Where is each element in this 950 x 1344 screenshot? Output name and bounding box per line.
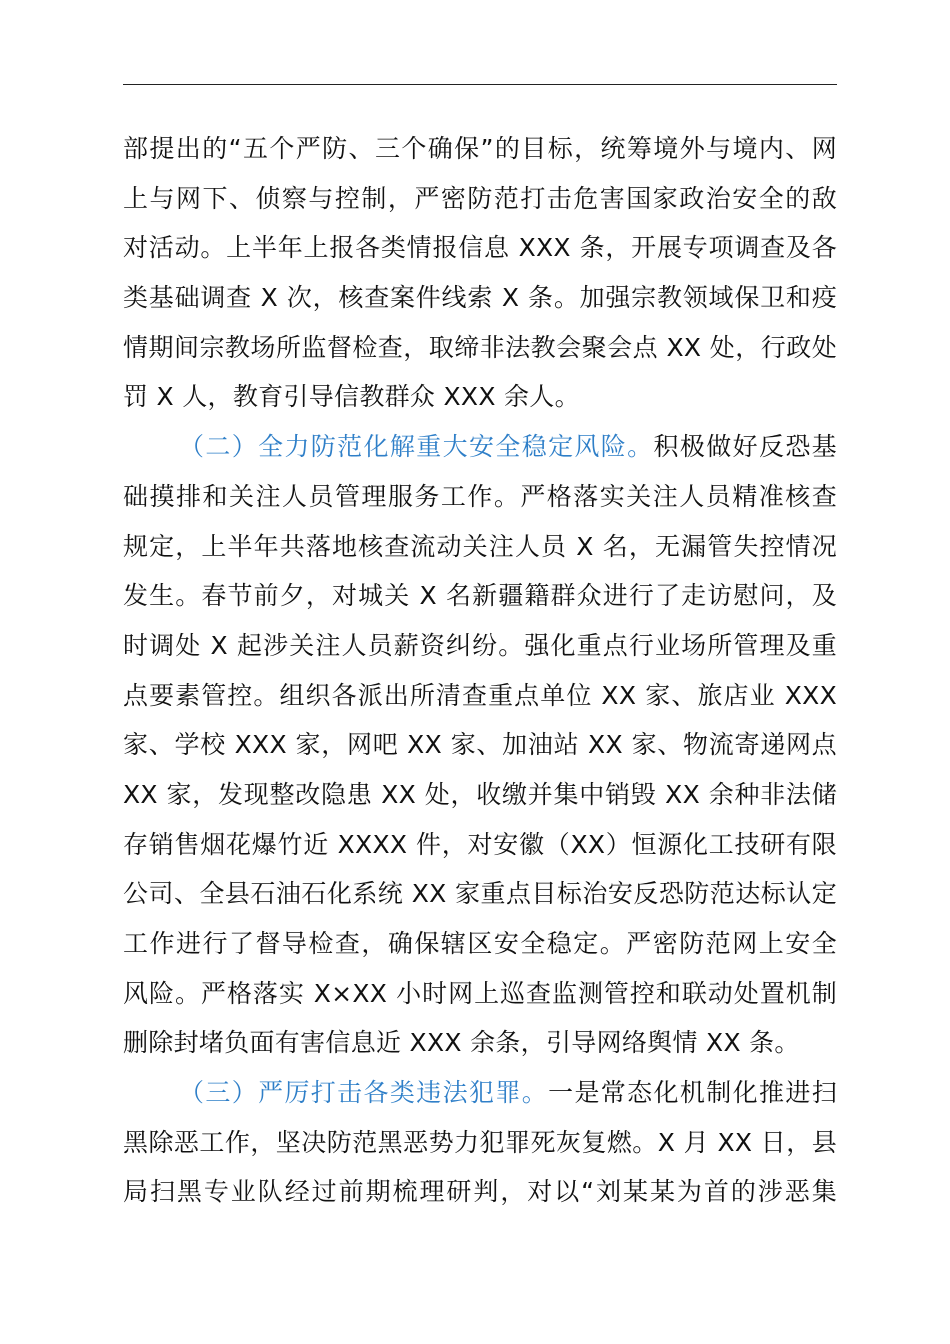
text-line: 对活动。上半年上报各类情报信息 XXX 条，开展专项调查及各	[123, 233, 837, 263]
text-line: 规定，上半年共落地核查流动关注人员 X 名，无漏管失控情况	[123, 531, 837, 561]
text-line: 时调处 X 起涉关注人员薪资纠纷。强化重点行业场所管理及重	[123, 630, 837, 660]
text-line: 工作进行了督导检查，确保辖区安全稳定。严密防范网上安全	[123, 929, 837, 958]
text-line: 类基础调查 X 次，核查案件线索 X 条。加强宗教领域保卫和疫	[123, 283, 837, 313]
text-line: 删除封堵负面有害信息近 XXX 余条，引导网络舆情 XX 条。	[123, 1028, 800, 1058]
paragraph-2	[123, 422, 837, 1068]
text-line: 风险。严格落实 X×XX 小时网上巡查监测管控和联动处置机制	[123, 978, 837, 1008]
text-line: 公司、全县石油石化系统 XX 家重点目标治安反恐防范达标认定	[123, 879, 837, 909]
paragraph-3	[123, 1068, 837, 1217]
text-line: 上与网下、侦察与控制，严密防范打击危害国家政治安全的敌	[123, 183, 837, 213]
text-span: 积极做好反恐基	[653, 432, 837, 462]
text-line: 础摸排和关注人员管理服务工作。严格落实关注人员精准核查	[123, 481, 837, 511]
text-line: 黑除恶工作，坚决防范黑恶势力犯罪死灰复燃。X 月 XX 日，县	[123, 1127, 837, 1157]
text-line: 罚 X 人，教育引导信教群众 XXX 余人。	[123, 382, 580, 412]
text-line: 存销售烟花爆竹近 XXXX 件，对安徽（XX）恒源化工技研有限	[123, 829, 837, 859]
text-span: 一是常态化机制化推进扫	[548, 1078, 837, 1108]
paragraph-first-line	[123, 422, 837, 472]
paragraph-1	[123, 124, 837, 422]
header-rule	[123, 84, 837, 85]
text-line: 点要素管控。组织各派出所清查重点单位 XX 家、旅店业 XXX	[123, 680, 837, 710]
text-line: 局扫黑专业队经过前期梳理研判，对以“刘某某为首的涉恶集	[123, 1177, 837, 1207]
document-body	[123, 124, 837, 1217]
section-heading-3: （三）严厉打击各类违法犯罪。	[179, 1078, 549, 1108]
text-line: 情期间宗教场所监督检查，取缔非法教会聚会点 XX 处，行政处	[123, 332, 837, 362]
paragraph-first-line	[123, 1068, 837, 1118]
section-heading-2: （二）全力防范化解重大安全稳定风险。	[179, 432, 654, 462]
text-line: 家、学校 XXX 家，网吧 XX 家、加油站 XX 家、物流寄递网点	[123, 730, 837, 760]
text-line: XX 家，发现整改隐患 XX 处，收缴并集中销毁 XX 余种非法储	[123, 779, 837, 809]
text-line: 部提出的“五个严防、三个确保”的目标，统筹境外与境内、网	[123, 134, 837, 163]
text-line: 发生。春节前夕，对城关 X 名新疆籍群众进行了走访慰问，及	[123, 581, 837, 611]
